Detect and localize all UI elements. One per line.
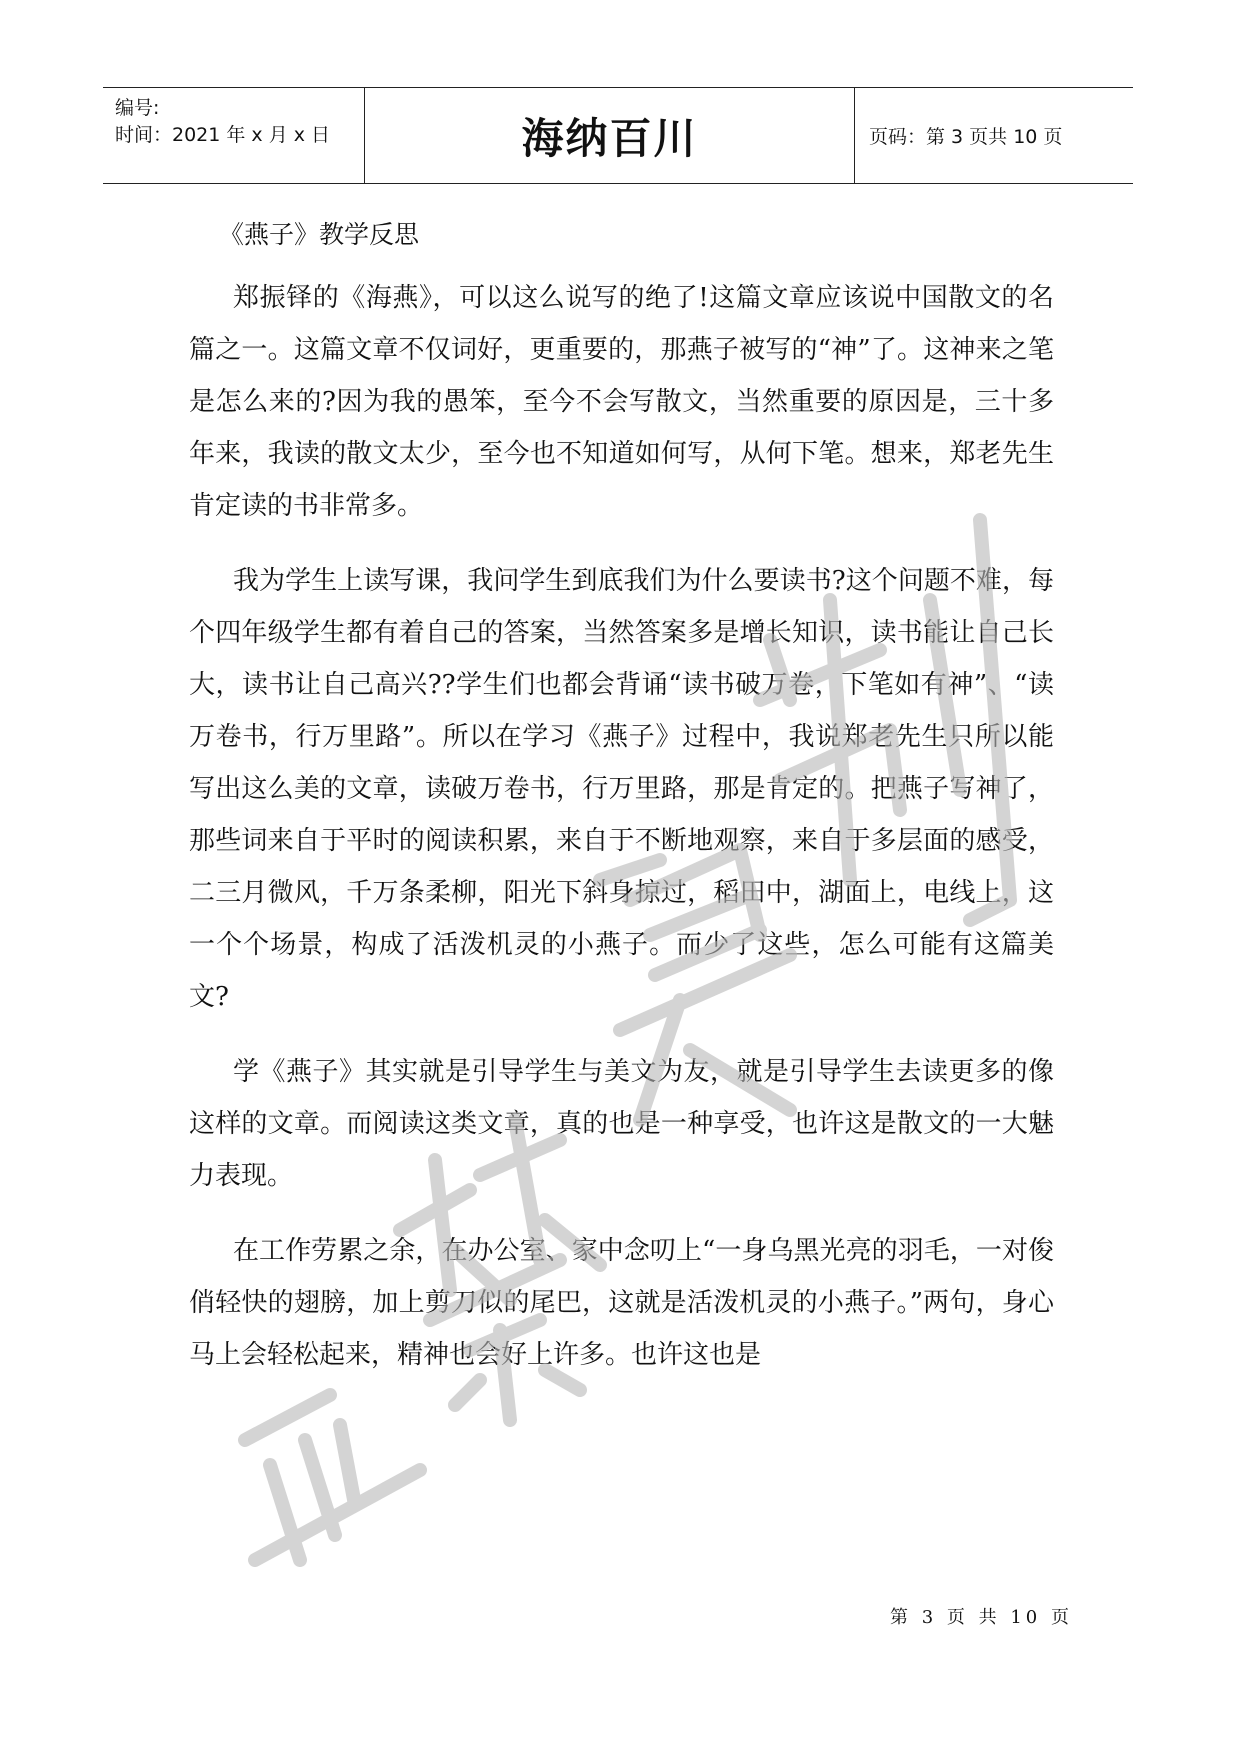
document-body [189,220,1054,1381]
paragraph: 郑振铎的《海燕》，可以这么说写的绝了!这篇文章应该说中国散文的名篇之一。这篇文章不仅词好，更重要的，那燕子被写的“神”了。这神来之笔是怎么来的?因为我的愚笨，至今不会写散文，当然重要的原因是，三十多年来，我读的散文太少，至今也不知道如何写，从何下笔。想来，郑老先生肯定读的书非常多。 [189,283,1054,521]
time-label: 时间：2021 年 x 月 x 日 [115,124,331,146]
paragraph: 学《燕子》其实就是引导学生与美文为友，就是引导学生去读更多的像这样的文章。而阅读这类文章，真的也是一种享受，也许这是散文的一大魅力表现。 [189,1057,1054,1191]
page-header [103,87,1133,184]
header-page-label: 页码：第 3 页共 10 页 [869,126,1063,148]
document-title: 《燕子》教学反思 [219,220,420,249]
header-meta [103,88,365,183]
header-brand: 海纳百川 [365,88,855,183]
paragraph: 在工作劳累之余，在办公室、家中念叨上“一身乌黑光亮的羽毛，一对俊俏轻快的翅膀，加上剪刀似的尾巴，这就是活泼机灵的小燕子。”两句，身心马上会轻松起来，精神也会好上许多。也许这也是 [189,1236,1054,1370]
paragraph: 我为学生上读写课，我问学生到底我们为什么要读书?这个问题不难，每个四年级学生都有着自己的答案，当然答案多是增长知识，读书能让自己长大，读书让自己高兴??学生们也都会背诵“读书破万卷，下笔如有神”、“读万卷书，行万里路”。所以在学习《燕子》过程中，我说郑老先生只所以能写出这么美的文章，读破万卷书，行万里路，那是肯定的。把燕子写神了，那些词来自于平时的阅读积累，来自于不断地观察，来自于多层面的感受，二三月微风，千万条柔柳，阳光下斜身掠过，稻田中，湖面上，电线上，这一个个场景，构成了活泼机灵的小燕子。而少了这些，怎么可能有这篇美文? [189,566,1054,1012]
serial-label: 编号: [115,97,160,119]
page-footer: 第 3 页 共 10 页 [890,1607,1073,1628]
